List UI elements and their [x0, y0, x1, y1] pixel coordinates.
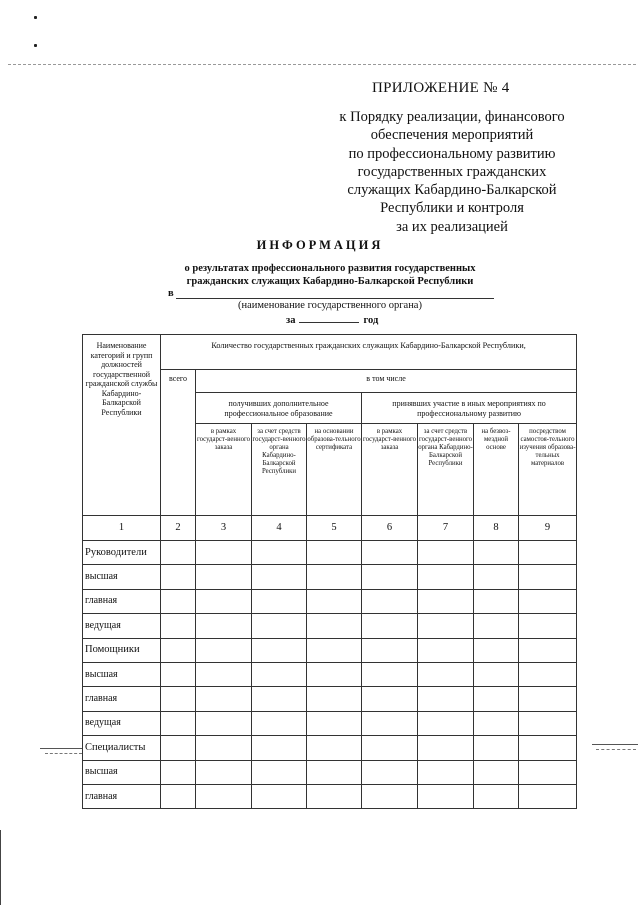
- empty-cell[interactable]: [307, 784, 362, 808]
- scan-speck: [34, 16, 37, 19]
- empty-cell[interactable]: [196, 687, 252, 711]
- scan-fold-line: [8, 64, 636, 65]
- document-subtitle-line: гражданских служащих Кабардино-Балкарской Республики: [186, 276, 474, 287]
- empty-cell[interactable]: [161, 760, 196, 784]
- empty-cell[interactable]: [474, 614, 519, 638]
- row-label: главная: [83, 687, 161, 711]
- empty-cell[interactable]: [161, 711, 196, 735]
- scan-edge-line: [0, 830, 1, 905]
- empty-cell[interactable]: [474, 784, 519, 808]
- empty-cell[interactable]: [307, 711, 362, 735]
- scan-margin-line: [45, 753, 82, 754]
- empty-cell[interactable]: [519, 589, 577, 613]
- empty-cell[interactable]: [362, 784, 418, 808]
- empty-cell[interactable]: [196, 638, 252, 662]
- empty-cell[interactable]: [196, 736, 252, 760]
- empty-cell[interactable]: [196, 541, 252, 565]
- scan-speck: [34, 44, 37, 47]
- empty-cell[interactable]: [474, 687, 519, 711]
- empty-cell[interactable]: [252, 736, 307, 760]
- empty-cell[interactable]: [418, 736, 474, 760]
- column-number: 4: [252, 516, 307, 541]
- empty-cell[interactable]: [307, 565, 362, 589]
- empty-cell[interactable]: [196, 614, 252, 638]
- empty-cell[interactable]: [474, 662, 519, 686]
- empty-cell[interactable]: [252, 589, 307, 613]
- appendix-subtitle-line: к Порядку реализации, финансового: [339, 109, 565, 125]
- empty-cell[interactable]: [519, 614, 577, 638]
- empty-cell[interactable]: [252, 565, 307, 589]
- empty-cell[interactable]: [519, 760, 577, 784]
- org-fill-line: [176, 298, 494, 299]
- empty-cell[interactable]: [362, 614, 418, 638]
- empty-cell[interactable]: [252, 711, 307, 735]
- year-fill-line: [299, 312, 359, 323]
- header-total: всего: [161, 370, 196, 516]
- row-label: главная: [83, 589, 161, 613]
- table-row: [83, 614, 577, 638]
- empty-cell[interactable]: [362, 589, 418, 613]
- empty-cell[interactable]: [418, 565, 474, 589]
- empty-cell[interactable]: [252, 541, 307, 565]
- header-group-additional-education: получивших дополнительное профессиональное образование: [196, 393, 362, 424]
- empty-cell[interactable]: [474, 541, 519, 565]
- table-row: [83, 662, 577, 686]
- row-label: высшая: [83, 760, 161, 784]
- empty-cell[interactable]: [418, 589, 474, 613]
- empty-cell[interactable]: [362, 638, 418, 662]
- empty-cell[interactable]: [418, 662, 474, 686]
- table-row: [83, 760, 577, 784]
- column-number: 7: [418, 516, 474, 541]
- appendix-subtitle-line: обеспечения мероприятий: [370, 127, 534, 144]
- header-agency-funds: за счет средств государст-венного органа Кабардино-Балкарской Республики: [418, 424, 474, 516]
- empty-cell[interactable]: [362, 687, 418, 711]
- header-categories: Наименование категорий и групп должностей государственной гражданской службы Кабардино-Балкарской Республики: [83, 335, 161, 516]
- empty-cell[interactable]: [519, 541, 577, 565]
- header-state-order: в рамках государст-венного заказа: [362, 424, 418, 516]
- empty-cell[interactable]: [196, 711, 252, 735]
- table-row: [83, 589, 577, 613]
- empty-cell[interactable]: [519, 784, 577, 808]
- header-free-of-charge: на безвоз-мездной основе: [474, 424, 519, 516]
- empty-cell[interactable]: [474, 589, 519, 613]
- org-caption: (наименование государственного органа): [238, 300, 422, 311]
- empty-cell[interactable]: [418, 784, 474, 808]
- table-row: [83, 711, 577, 735]
- document-title: ИНФОРМАЦИЯ: [256, 238, 384, 252]
- empty-cell[interactable]: [161, 565, 196, 589]
- header-agency-funds: за счет средств государст-венного органа Кабардино-Балкарской Республики: [252, 424, 307, 516]
- empty-cell[interactable]: [252, 784, 307, 808]
- empty-cell[interactable]: [362, 565, 418, 589]
- empty-cell[interactable]: [418, 760, 474, 784]
- row-label: главная: [83, 784, 161, 808]
- empty-cell[interactable]: [519, 662, 577, 686]
- table-row: [83, 687, 577, 711]
- empty-cell[interactable]: [196, 784, 252, 808]
- empty-cell[interactable]: [519, 638, 577, 662]
- empty-cell[interactable]: [307, 638, 362, 662]
- empty-cell[interactable]: [161, 662, 196, 686]
- scan-margin-line: [40, 748, 82, 749]
- empty-cell[interactable]: [362, 736, 418, 760]
- empty-cell[interactable]: [519, 711, 577, 735]
- year-row: [286, 312, 378, 326]
- column-number: 1: [83, 516, 161, 541]
- empty-cell[interactable]: [362, 662, 418, 686]
- empty-cell[interactable]: [307, 687, 362, 711]
- header-self-study: посредством самостоя-тельного изучения образова-тельных материалов: [519, 424, 577, 516]
- row-label: ведущая: [83, 711, 161, 735]
- column-number: 8: [474, 516, 519, 541]
- empty-cell[interactable]: [161, 638, 196, 662]
- column-number: 6: [362, 516, 418, 541]
- row-label: ведущая: [83, 614, 161, 638]
- empty-cell[interactable]: [161, 687, 196, 711]
- document-subtitle-line: о результатах профессионального развития государственных: [184, 263, 476, 274]
- report-table: [82, 334, 577, 809]
- empty-cell[interactable]: [307, 736, 362, 760]
- empty-cell[interactable]: [161, 541, 196, 565]
- column-number: 3: [196, 516, 252, 541]
- empty-cell[interactable]: [252, 760, 307, 784]
- row-label: высшая: [83, 565, 161, 589]
- document-subtitle: [150, 262, 510, 288]
- empty-cell[interactable]: [252, 638, 307, 662]
- year-suffix: год: [363, 315, 379, 326]
- appendix-subtitle-line: государственных гражданских: [357, 163, 547, 180]
- header-state-order: в рамках государст-венного заказа: [196, 424, 252, 516]
- appendix-title: ПРИЛОЖЕНИЕ № 4: [372, 80, 510, 96]
- empty-cell[interactable]: [196, 760, 252, 784]
- empty-cell[interactable]: [196, 589, 252, 613]
- header-certificate: на основании образова-тельного сертификата: [307, 424, 362, 516]
- empty-cell[interactable]: [418, 711, 474, 735]
- empty-cell[interactable]: [307, 589, 362, 613]
- empty-cell[interactable]: [418, 687, 474, 711]
- table-row: [83, 736, 577, 760]
- empty-cell[interactable]: [161, 589, 196, 613]
- empty-cell[interactable]: [474, 760, 519, 784]
- org-prefix: в: [168, 288, 174, 299]
- appendix-subtitle-line: по профессиональному развитию: [348, 145, 556, 162]
- row-label: высшая: [83, 662, 161, 686]
- appendix-subtitle-line: Республики и контроля: [380, 200, 524, 217]
- empty-cell[interactable]: [161, 736, 196, 760]
- empty-cell[interactable]: [252, 687, 307, 711]
- empty-cell[interactable]: [418, 541, 474, 565]
- empty-cell[interactable]: [362, 711, 418, 735]
- table-row: [83, 565, 577, 589]
- header-group-other-activities: принявших участие в иных мероприятиях по профессиональному развитию: [362, 393, 577, 424]
- appendix-subtitle-line: за их реализацией: [396, 218, 508, 235]
- empty-cell[interactable]: [196, 565, 252, 589]
- empty-cell[interactable]: [474, 638, 519, 662]
- empty-cell[interactable]: [418, 638, 474, 662]
- row-label: Специалисты: [83, 736, 161, 760]
- row-label: Помощники: [83, 638, 161, 662]
- row-label: Руководители: [83, 541, 161, 565]
- year-prefix: за: [286, 315, 296, 326]
- column-number: 9: [519, 516, 577, 541]
- empty-cell[interactable]: [362, 541, 418, 565]
- empty-cell[interactable]: [161, 784, 196, 808]
- empty-cell[interactable]: [474, 565, 519, 589]
- empty-cell[interactable]: [362, 760, 418, 784]
- empty-cell[interactable]: [196, 662, 252, 686]
- appendix-subtitle: [318, 108, 586, 236]
- scan-margin-line: [592, 744, 638, 745]
- empty-cell[interactable]: [418, 614, 474, 638]
- appendix-subtitle-line: служащих Кабардино-Балкарской: [347, 182, 557, 199]
- empty-cell[interactable]: [519, 736, 577, 760]
- table-row: [83, 638, 577, 662]
- empty-cell[interactable]: [307, 541, 362, 565]
- empty-cell[interactable]: [307, 662, 362, 686]
- empty-cell[interactable]: [519, 565, 577, 589]
- empty-cell[interactable]: [307, 614, 362, 638]
- scan-margin-line: [596, 749, 636, 750]
- empty-cell[interactable]: [307, 760, 362, 784]
- empty-cell[interactable]: [161, 614, 196, 638]
- table-row: [83, 784, 577, 808]
- empty-cell[interactable]: [252, 614, 307, 638]
- empty-cell[interactable]: [474, 711, 519, 735]
- empty-cell[interactable]: [252, 662, 307, 686]
- table-row: [83, 541, 577, 565]
- column-number: 5: [307, 516, 362, 541]
- header-including: в том числе: [196, 370, 577, 393]
- empty-cell[interactable]: [474, 736, 519, 760]
- column-number: 2: [161, 516, 196, 541]
- table-body: [83, 541, 577, 809]
- empty-cell[interactable]: [519, 687, 577, 711]
- header-count: Количество государственных гражданских служащих Кабардино-Балкарской Республики,: [161, 335, 577, 370]
